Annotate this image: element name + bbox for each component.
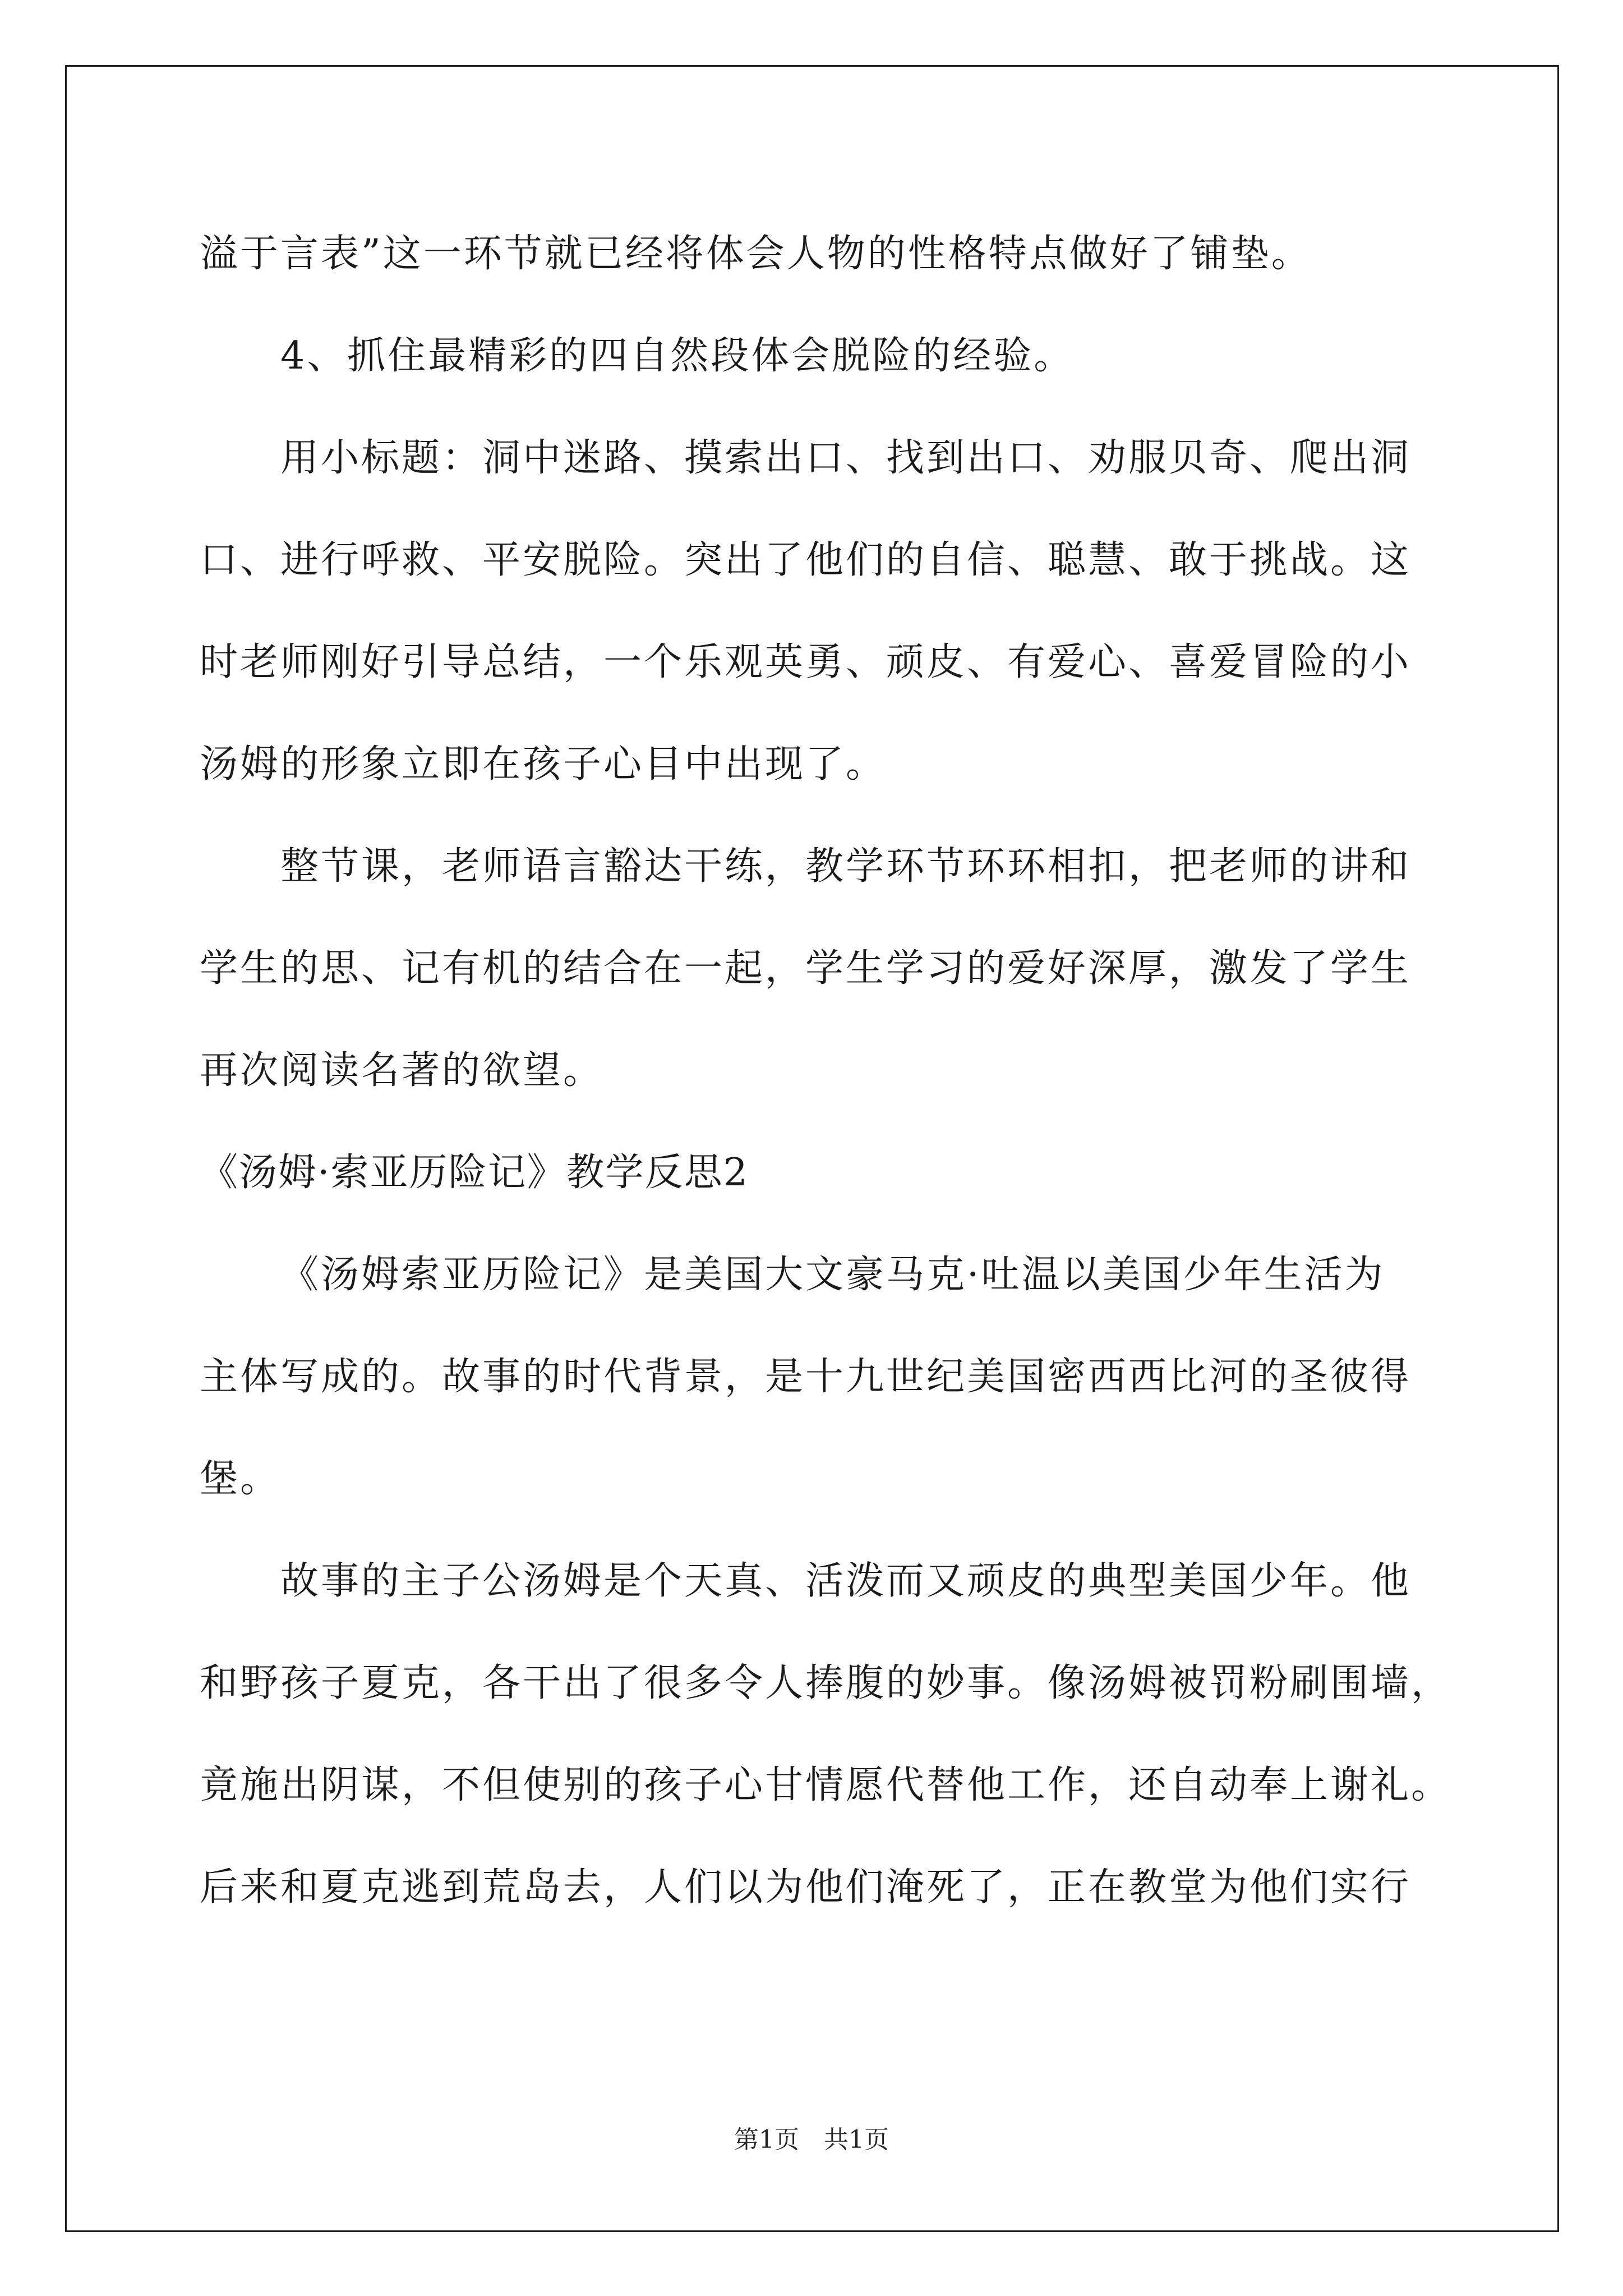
page-footer: 第1页 共1页 (734, 2125, 889, 2154)
text-line-4: 口、进行呼救、平安脱险。突出了他们的自信、聪慧、敢于挑战。这 (200, 538, 1412, 582)
text-line-15: 和野孩子夏克，各干出了很多令人捧腹的妙事。像汤姆被罚粉刷围墙， (200, 1661, 1452, 1705)
text-line-3: 用小标题：洞中迷路、摸索出口、找到出口、劝服贝奇、爬出洞 (280, 436, 1412, 480)
text-line-11: 《汤姆索亚历险记》是美国大文豪马克·吐温以美国少年生活为 (280, 1253, 1385, 1297)
text-line-5: 时老师刚好引导总结，一个乐观英勇、顽皮、有爱心、喜爱冒险的小 (200, 640, 1412, 684)
text-line-7: 整节课，老师语言豁达干练，教学环节环环相扣，把老师的讲和 (280, 844, 1412, 889)
text-line-9: 再次阅读名著的欲望。 (200, 1048, 604, 1093)
text-line-17: 后来和夏克逃到荒岛去，人们以为他们淹死了，正在教堂为他们实行 (200, 1865, 1412, 1910)
text-line-2: 4、抓住最精彩的四自然段体会脱险的经验。 (280, 334, 1075, 378)
text-line-8: 学生的思、记有机的结合在一起，学生学习的爱好深厚，激发了学生 (200, 946, 1412, 991)
text-line-12: 主体写成的。故事的时代背景，是十九世纪美国密西西比河的圣彼得 (200, 1355, 1412, 1399)
text-line-14: 故事的主子公汤姆是个天真、活泼而又顽皮的典型美国少年。他 (280, 1559, 1412, 1603)
section-heading: 《汤姆·索亚历险记》教学反思2 (200, 1151, 749, 1195)
document-body (200, 203, 1450, 1939)
text-line-6: 汤姆的形象立即在孩子心目中出现了。 (200, 742, 887, 786)
text-line-16: 竟施出阴谋，不但使别的孩子心甘情愿代替他工作，还自动奉上谢礼。 (200, 1763, 1452, 1807)
text-line-1: 溢于言表”这一环节就已经将体会人物的性格特点做好了铺垫。 (200, 232, 1312, 276)
text-line-13: 堡。 (200, 1457, 281, 1501)
